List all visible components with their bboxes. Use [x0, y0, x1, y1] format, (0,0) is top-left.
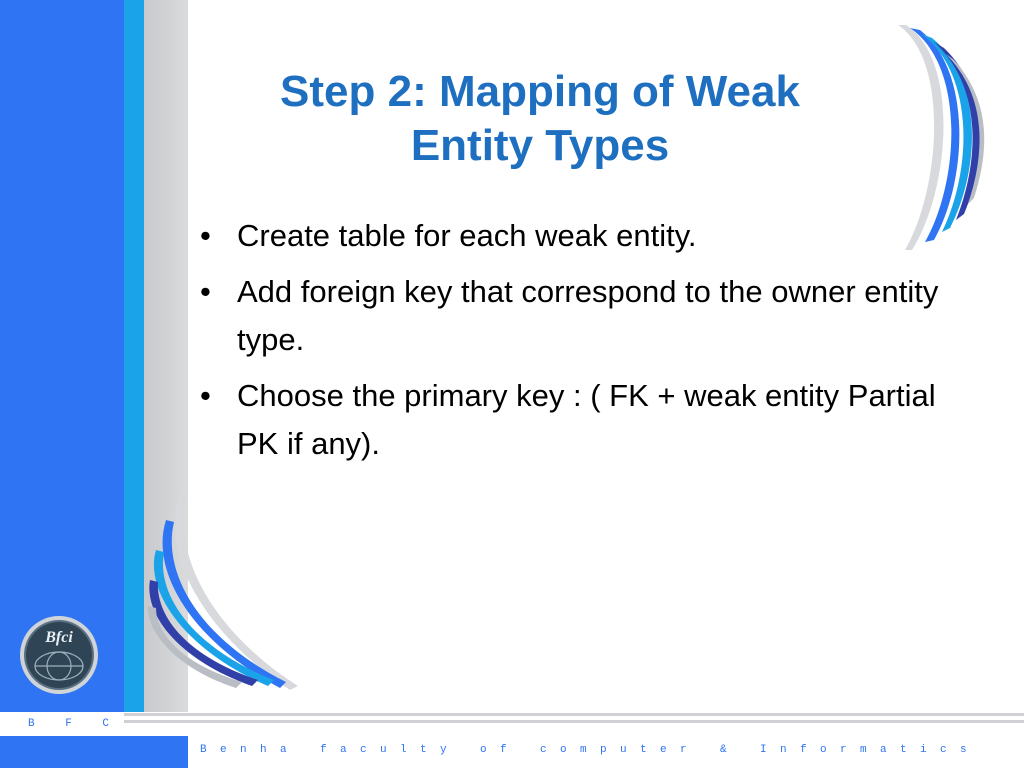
bullet-dot-icon: • — [200, 274, 211, 309]
sidebar-blue-band — [0, 0, 124, 712]
bullet-text: Choose the primary key : ( FK + weak entity Partial PK if any). — [237, 378, 936, 461]
logo-text: Bfci — [45, 629, 73, 646]
footer-tagline: Benha faculty of computer & Informatics — [200, 744, 981, 756]
bfci-logo-icon — [18, 614, 100, 696]
slide-title: Step 2: Mapping of Weak Entity Types — [280, 67, 800, 171]
decorative-swoosh-bottom — [140, 490, 310, 700]
footer-divider — [124, 713, 1024, 716]
bullet-dot-icon: • — [200, 378, 211, 413]
footer-divider — [124, 720, 1024, 723]
bullet-dot-icon: • — [200, 218, 211, 253]
bullet-text: Add foreign key that correspond to the owner entity type. — [237, 274, 939, 357]
bullet-item — [196, 372, 956, 468]
bullet-text: Create table for each weak entity. — [237, 218, 697, 253]
sidebar-label: B F C — [28, 718, 122, 730]
bullet-item — [196, 212, 956, 260]
bullet-list — [196, 212, 956, 476]
bullet-item — [196, 268, 956, 364]
